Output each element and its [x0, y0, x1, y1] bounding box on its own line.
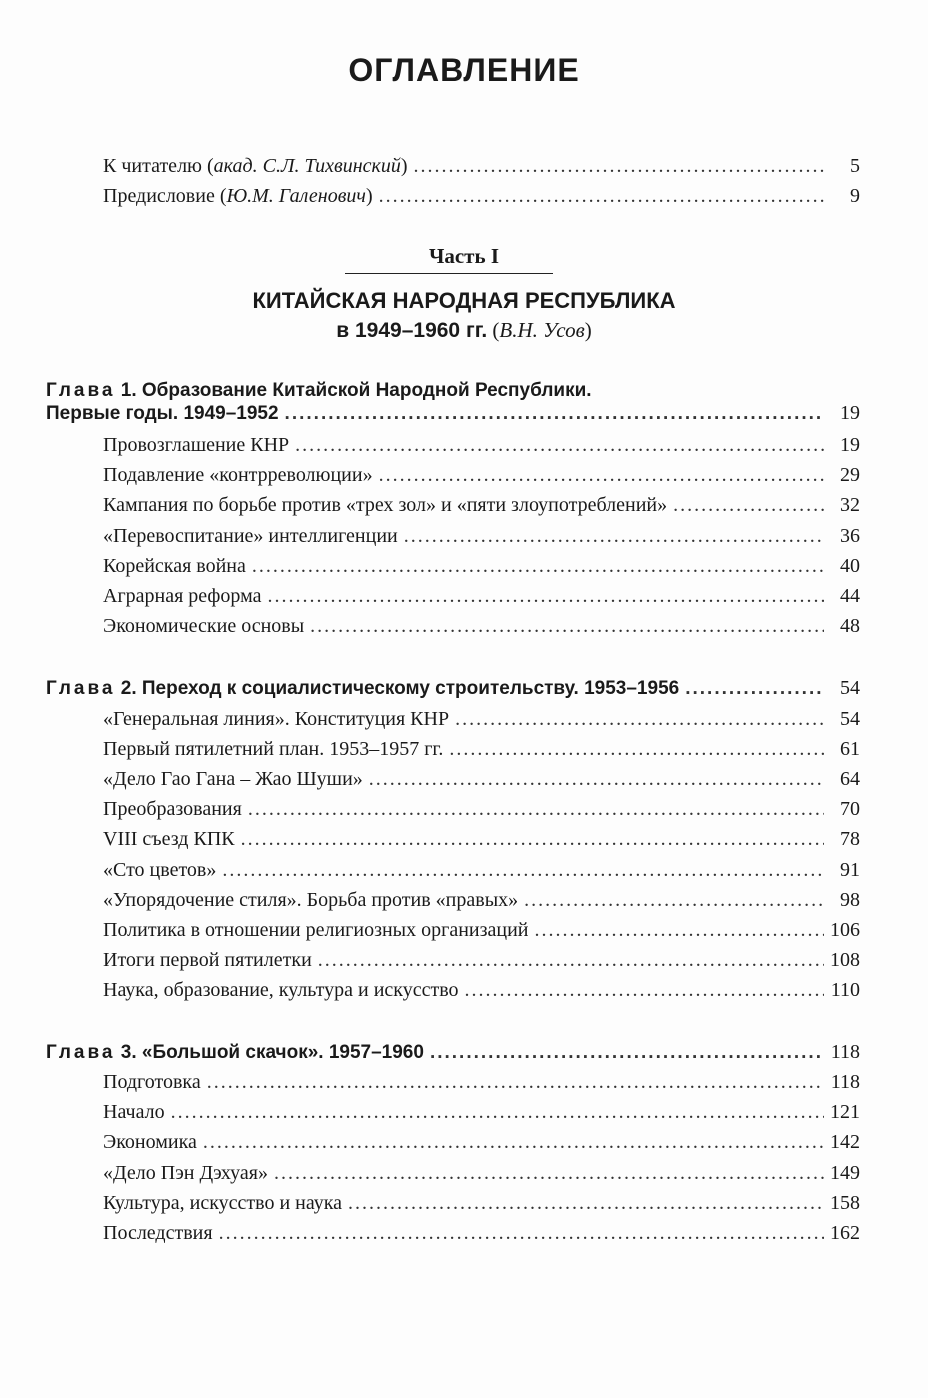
section-title: Корейская война	[103, 554, 246, 577]
page-number: 118	[830, 1071, 860, 1093]
dot-leader	[348, 1188, 824, 1218]
part-label: Часть I	[428, 244, 500, 268]
dot-leader	[267, 581, 824, 611]
toc-entry-section[interactable]	[103, 1127, 860, 1157]
page-number: 36	[840, 524, 860, 547]
page-number: 142	[830, 1131, 860, 1154]
toc-heading: ОГЛАВЛЕНИЕ	[348, 52, 580, 88]
toc-entry-section[interactable]	[103, 794, 860, 824]
part-divider	[345, 273, 553, 274]
toc-entry-section[interactable]	[103, 551, 860, 581]
section-title: Подавление «контрреволюции»	[103, 464, 373, 487]
dot-leader	[465, 975, 824, 1005]
chapter-2-entry[interactable]	[46, 673, 860, 704]
dot-leader	[285, 399, 824, 429]
dot-leader	[404, 521, 824, 551]
section-title: «Перевоспитание» интеллигенции	[103, 524, 398, 547]
toc-entry-section[interactable]	[103, 430, 860, 460]
dot-leader	[379, 460, 824, 490]
dot-leader	[241, 824, 824, 854]
dot-leader	[524, 885, 824, 915]
section-title: Провозглашение КНР	[103, 434, 290, 456]
toc-entry-section[interactable]	[103, 611, 860, 641]
chapter-title-line2: Первые годы. 1949–1952	[46, 403, 279, 424]
section-title: Политика в отношении религиозных организаций	[103, 918, 529, 941]
page-number: 70	[840, 798, 860, 821]
page-number: 61	[840, 738, 860, 761]
section-title: Наука, образование, культура и искусство	[103, 978, 459, 1001]
dot-leader	[295, 430, 824, 460]
toc-entry-section[interactable]	[103, 734, 860, 764]
dot-leader	[673, 490, 824, 520]
chapter-title: 2. Переход к социалистическому строительству. 1953–1956	[120, 678, 680, 699]
part-title: КИТАЙСКАЯ НАРОДНАЯ РЕСПУБЛИКА	[252, 288, 676, 313]
toc-entry-section[interactable]	[103, 945, 860, 975]
toc-entry-section[interactable]	[103, 1218, 860, 1248]
toc-entry-section[interactable]	[103, 581, 860, 611]
page-number: 9	[850, 185, 860, 207]
toc-entry-section[interactable]	[103, 1097, 860, 1127]
toc-entry-section[interactable]	[103, 460, 860, 490]
dot-leader	[379, 181, 824, 211]
section-title: Начало	[103, 1101, 165, 1124]
dot-leader	[203, 1127, 824, 1157]
page-number: 121	[830, 1101, 860, 1124]
entry-author: акад. С.Л. Тихвинский	[213, 155, 401, 177]
dot-leader	[414, 151, 824, 181]
section-title: «Дело Гао Гана – Жао Шуши»	[103, 768, 363, 791]
page-number: 19	[840, 434, 860, 456]
dot-leader	[449, 734, 824, 764]
section-title: Итоги первой пятилетки	[103, 948, 312, 971]
toc-entry-section[interactable]	[103, 915, 860, 945]
page-number: 78	[840, 828, 860, 851]
dot-leader	[369, 764, 824, 794]
toc-entry-section[interactable]	[103, 490, 860, 520]
section-title: VIII съезд КПК	[103, 828, 235, 851]
part-subtitle: в 1949–1960 гг. (В.Н. Усов)	[336, 318, 592, 342]
page-number: 106	[830, 918, 860, 941]
chapter-1-entry[interactable]	[46, 398, 860, 429]
dot-leader	[685, 674, 824, 704]
page-number: 162	[830, 1222, 860, 1244]
section-title: Преобразования	[103, 798, 242, 821]
page-number: 5	[850, 155, 860, 177]
page-number: 44	[840, 585, 860, 607]
dot-leader	[274, 1158, 824, 1188]
chapter-prefix: Глава	[46, 1042, 116, 1063]
page-number: 64	[840, 768, 860, 791]
chapter-prefix: Глава	[46, 380, 116, 401]
toc-entry-section[interactable]	[103, 704, 860, 734]
toc-entry-preface-reader[interactable]: К читателю (акад. С.Л. Тихвинский) ..... 5	[103, 151, 860, 181]
chapter-title: 3. «Большой скачок». 1957–1960	[120, 1042, 424, 1063]
entry-title: Предисловие	[103, 185, 215, 207]
dot-leader	[318, 945, 824, 975]
page-number: 118	[830, 1041, 860, 1063]
page-number: 54	[840, 677, 860, 699]
dot-leader	[219, 1218, 824, 1248]
page-number: 91	[840, 858, 860, 881]
toc-entry-foreword[interactable]: Предисловие (Ю.М. Галенович) ..... 9	[103, 181, 860, 211]
page-number: 98	[840, 888, 860, 911]
entry-title: К читателю	[103, 155, 202, 177]
part-years: в 1949–1960 гг.	[336, 319, 488, 342]
page-number: 32	[840, 494, 860, 517]
section-title: Культура, искусство и наука	[103, 1191, 343, 1214]
page-number: 158	[830, 1191, 860, 1214]
page-number: 48	[840, 615, 860, 638]
page-number: 149	[830, 1161, 860, 1184]
chapter-title: 1. Образование Китайской Народной Республики.	[120, 380, 592, 401]
toc-entry-section[interactable]	[103, 855, 860, 885]
section-title: Кампания по борьбе против «трех зол» и «пяти злоупотреблений»	[103, 494, 668, 517]
entry-author: Ю.М. Галенович	[226, 185, 366, 207]
dot-leader	[222, 855, 824, 885]
dot-leader	[248, 794, 824, 824]
page-number: 54	[840, 708, 860, 730]
chapter-prefix: Глава	[46, 678, 116, 699]
page-number: 19	[840, 402, 860, 424]
chapter-3-entry[interactable]	[46, 1037, 860, 1068]
section-title: Экономические основы	[103, 615, 305, 638]
toc-entry-section[interactable]	[103, 1067, 860, 1097]
toc-entry-section[interactable]	[103, 764, 860, 794]
section-title: Экономика	[103, 1131, 197, 1154]
toc-entry-section[interactable]	[103, 1188, 860, 1218]
dot-leader	[310, 611, 824, 641]
dot-leader	[430, 1038, 824, 1068]
section-title: Аграрная реформа	[103, 585, 262, 607]
toc-entry-section[interactable]	[103, 824, 860, 854]
section-title: Подготовка	[103, 1071, 201, 1093]
page-number: 29	[840, 464, 860, 487]
toc-entry-section[interactable]	[103, 885, 860, 915]
dot-leader	[252, 551, 824, 581]
toc-entry-section[interactable]	[103, 975, 860, 1005]
toc-entry-section[interactable]	[103, 521, 860, 551]
dot-leader	[455, 704, 824, 734]
section-title: «Генеральная линия». Конституция КНР	[103, 708, 450, 730]
section-title: Последствия	[103, 1222, 213, 1244]
section-title: «Упорядочение стиля». Борьба против «правых»	[103, 888, 519, 911]
page-number: 108	[830, 948, 860, 971]
toc-entry-section[interactable]	[103, 1158, 860, 1188]
section-title: «Дело Пэн Дэхуая»	[103, 1161, 268, 1184]
page-number: 40	[840, 554, 860, 577]
dot-leader	[171, 1097, 824, 1127]
section-title: «Сто цветов»	[103, 858, 217, 881]
dot-leader	[535, 915, 825, 945]
dot-leader	[207, 1067, 824, 1097]
section-title: Первый пятилетний план. 1953–1957 гг.	[103, 738, 444, 761]
part-author: В.Н. Усов	[499, 318, 585, 342]
page-number: 110	[830, 978, 860, 1001]
